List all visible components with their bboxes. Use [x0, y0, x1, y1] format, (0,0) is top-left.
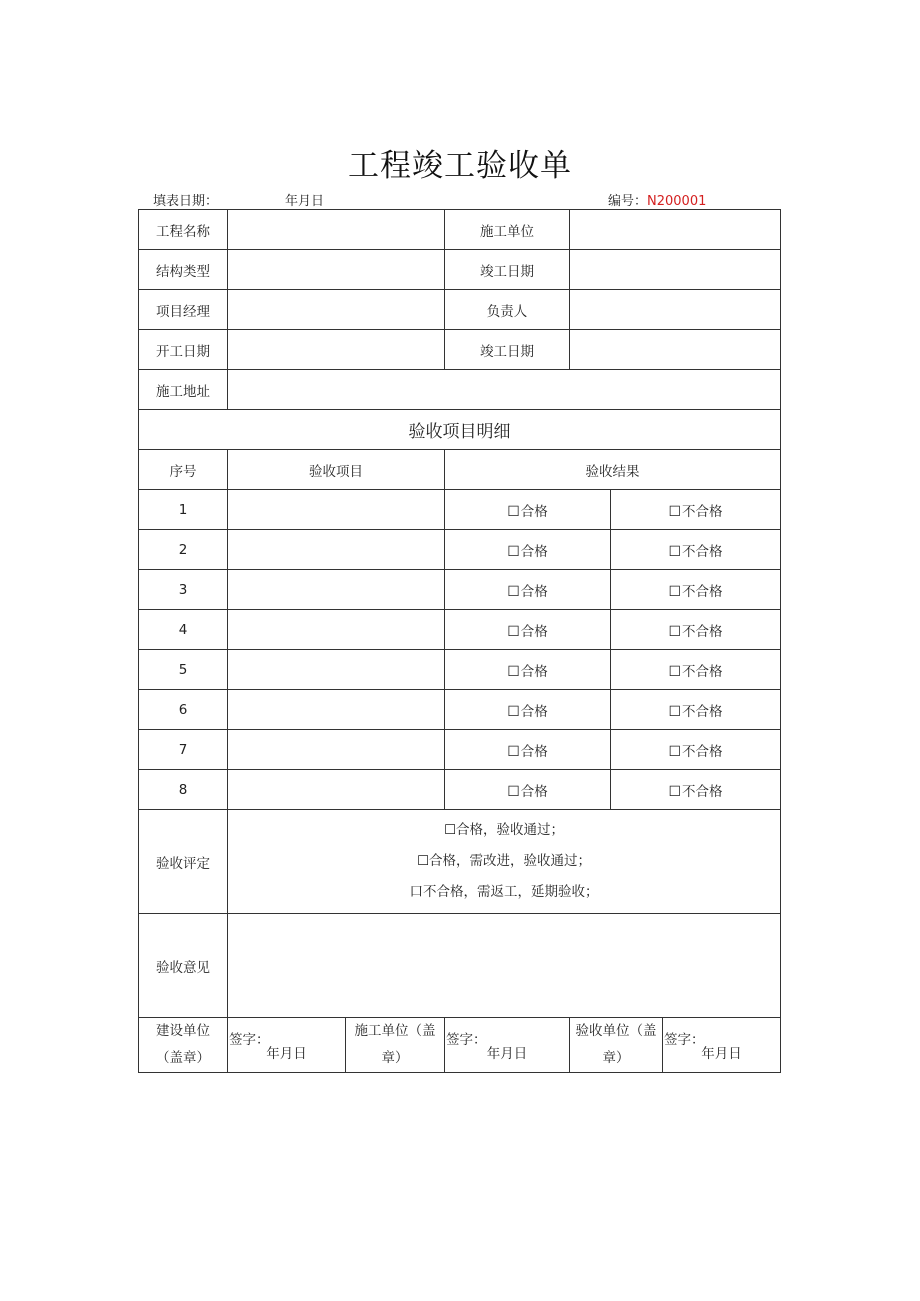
row-item-field[interactable]: [228, 650, 445, 690]
evaluation-label: 验收评定: [139, 810, 228, 914]
info-row-site-address: [139, 370, 781, 410]
row-item-field[interactable]: [228, 610, 445, 650]
row-fail-option[interactable]: [611, 610, 781, 650]
row-item-field[interactable]: [228, 490, 445, 530]
col-header-result: 验收结果: [445, 450, 781, 490]
fail-label: 不合格: [682, 623, 723, 640]
checkbox-icon[interactable]: ☐: [668, 703, 682, 720]
row-fail-option[interactable]: [611, 690, 781, 730]
evaluation-options: [228, 810, 781, 914]
info-row-structure-type: [139, 250, 781, 290]
evaluation-option-pass-improve[interactable]: ☐合格，需改进，验收通过；: [416, 853, 592, 869]
party-2-line2: 章）: [381, 1050, 409, 1066]
row-fail-option[interactable]: [611, 770, 781, 810]
pass-label: 合格: [520, 783, 548, 800]
project-manager-label: 项目经理: [139, 290, 228, 330]
row-fail-option[interactable]: [611, 730, 781, 770]
sign-label-3: 签字：: [664, 1032, 705, 1048]
details-header-row: [139, 450, 781, 490]
pass-label: 合格: [520, 703, 548, 720]
form-number-label: 编号：: [608, 194, 648, 209]
row-seq: 1: [139, 490, 228, 530]
pass-label: 合格: [520, 543, 548, 560]
signature-party-1-field[interactable]: [228, 1018, 346, 1073]
fail-label: 不合格: [682, 543, 723, 560]
row-seq: 5: [139, 650, 228, 690]
person-in-charge-field[interactable]: [570, 290, 781, 330]
evaluation-option-fail[interactable]: 口不合格，需返工，延期验收；: [409, 884, 599, 900]
form-number: [608, 190, 706, 209]
site-address-label: 施工地址: [139, 370, 228, 410]
checkbox-icon[interactable]: ☐: [668, 783, 682, 800]
signature-party-2-label: [346, 1018, 445, 1073]
fail-label: 不合格: [682, 703, 723, 720]
row-pass-option[interactable]: [445, 770, 611, 810]
detail-row: [139, 610, 781, 650]
checkbox-icon[interactable]: ☐: [668, 663, 682, 680]
checkbox-icon[interactable]: ☐: [668, 743, 682, 760]
checkbox-icon[interactable]: ☐: [668, 623, 682, 640]
row-fail-option[interactable]: [611, 490, 781, 530]
evaluation-row: [139, 810, 781, 914]
signature-party-3-field[interactable]: [663, 1018, 781, 1073]
evaluation-option-pass[interactable]: ☐合格，验收通过；: [443, 822, 565, 838]
col-header-item: 验收项目: [228, 450, 445, 490]
checkbox-icon[interactable]: ☐: [507, 583, 520, 600]
row-pass-option[interactable]: [445, 650, 611, 690]
checkbox-icon[interactable]: ☐: [507, 663, 520, 680]
acceptance-form-table: [138, 209, 781, 1073]
fail-label: 不合格: [682, 663, 723, 680]
site-address-field[interactable]: [228, 370, 781, 410]
project-name-label: 工程名称: [139, 210, 228, 250]
fill-date-label: 填表日期：: [153, 194, 219, 209]
row-fail-option[interactable]: [611, 570, 781, 610]
completion-date-label: 竣工日期: [445, 250, 570, 290]
row-fail-option[interactable]: [611, 530, 781, 570]
person-in-charge-label: 负责人: [445, 290, 570, 330]
row-seq: 6: [139, 690, 228, 730]
sign-label-1: 签字：: [229, 1032, 270, 1048]
sign-date-1: 年月日: [266, 1046, 307, 1062]
row-pass-option[interactable]: [445, 730, 611, 770]
party-1-line1: 建设单位: [156, 1023, 210, 1039]
details-section-title: 验收项目明细: [139, 410, 781, 450]
info-row-project-name: [139, 210, 781, 250]
pass-label: 合格: [520, 503, 548, 520]
start-date-field[interactable]: [228, 330, 445, 370]
pass-label: 合格: [520, 743, 548, 760]
pass-label: 合格: [520, 623, 548, 640]
checkbox-icon[interactable]: ☐: [507, 703, 520, 720]
party-3-line2: 章）: [602, 1050, 630, 1066]
checkbox-icon[interactable]: ☐: [668, 503, 682, 520]
construction-unit-label: 施工单位: [445, 210, 570, 250]
project-name-field[interactable]: [228, 210, 445, 250]
opinion-label: 验收意见: [139, 914, 228, 1018]
checkbox-icon[interactable]: ☐: [507, 623, 520, 640]
checkbox-icon[interactable]: ☐: [507, 743, 520, 760]
row-pass-option[interactable]: [445, 530, 611, 570]
pass-label: 合格: [520, 583, 548, 600]
row-seq: 7: [139, 730, 228, 770]
party-1-line2: （盖章）: [156, 1050, 210, 1066]
fail-label: 不合格: [682, 583, 723, 600]
row-seq: 3: [139, 570, 228, 610]
fail-label: 不合格: [682, 503, 723, 520]
completion-date-field[interactable]: [570, 250, 781, 290]
detail-row: [139, 490, 781, 530]
signature-party-1-label: [139, 1018, 228, 1073]
checkbox-icon[interactable]: ☐: [668, 583, 682, 600]
fail-label: 不合格: [682, 783, 723, 800]
row-pass-option[interactable]: [445, 690, 611, 730]
construction-unit-field[interactable]: [570, 210, 781, 250]
fill-date-value: 年月日: [285, 194, 325, 209]
info-row-start-date: [139, 330, 781, 370]
detail-row: [139, 530, 781, 570]
form-number-value: N200001: [647, 194, 707, 209]
col-header-seq: 序号: [139, 450, 228, 490]
sign-date-2: 年月日: [486, 1046, 528, 1062]
completion-date-2-label: 竣工日期: [445, 330, 570, 370]
sign-date-3: 年月日: [701, 1046, 742, 1062]
checkbox-icon[interactable]: ☐: [507, 543, 520, 560]
party-2-line1: 施工单位（盖: [354, 1023, 436, 1039]
signature-party-3-label: [570, 1018, 663, 1073]
signature-row: [139, 1018, 781, 1073]
info-row-project-manager: [139, 290, 781, 330]
structure-type-field[interactable]: [228, 250, 445, 290]
row-item-field[interactable]: [228, 530, 445, 570]
row-item-field[interactable]: [228, 730, 445, 770]
fail-label: 不合格: [682, 743, 723, 760]
completion-date-2-field[interactable]: [570, 330, 781, 370]
form-title: 工程竣工验收单: [348, 148, 572, 184]
row-item-field[interactable]: [228, 770, 445, 810]
detail-row: [139, 770, 781, 810]
details-section-row: [139, 410, 781, 450]
opinion-field[interactable]: [228, 914, 781, 1018]
row-item-field[interactable]: [228, 570, 445, 610]
detail-row: [139, 650, 781, 690]
party-3-line1: 验收单位（盖: [575, 1023, 657, 1039]
signature-party-2-field[interactable]: [445, 1018, 570, 1073]
row-item-field[interactable]: [228, 690, 445, 730]
checkbox-icon[interactable]: ☐: [668, 543, 682, 560]
row-pass-option[interactable]: [445, 570, 611, 610]
sign-label-2: 签字：: [446, 1032, 487, 1048]
row-pass-option[interactable]: [445, 490, 611, 530]
detail-row: [139, 570, 781, 610]
row-seq: 8: [139, 770, 228, 810]
row-pass-option[interactable]: [445, 610, 611, 650]
detail-row: [139, 730, 781, 770]
details-body: [139, 490, 781, 810]
checkbox-icon[interactable]: ☐: [507, 503, 520, 520]
row-fail-option[interactable]: [611, 650, 781, 690]
project-manager-field[interactable]: [228, 290, 445, 330]
opinion-row: [139, 914, 781, 1018]
row-seq: 2: [139, 530, 228, 570]
structure-type-label: 结构类型: [139, 250, 228, 290]
detail-row: [139, 690, 781, 730]
pass-label: 合格: [520, 663, 548, 680]
start-date-label: 开工日期: [139, 330, 228, 370]
row-seq: 4: [139, 610, 228, 650]
checkbox-icon[interactable]: ☐: [507, 783, 520, 800]
